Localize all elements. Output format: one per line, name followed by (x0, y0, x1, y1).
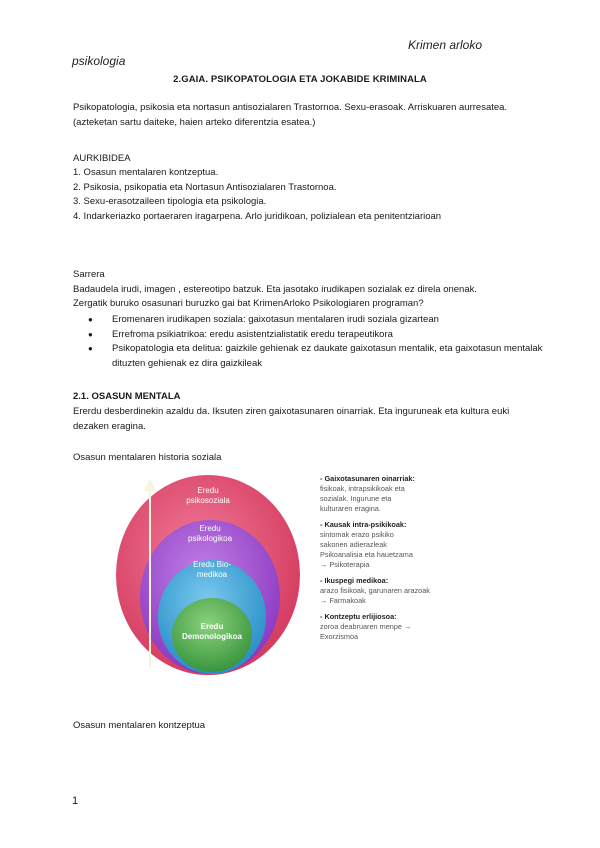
page-number: 1 (72, 795, 79, 807)
arrow-head-icon (144, 479, 156, 491)
figure-caption-2: Osasun mentalaren kontzeptua (73, 720, 206, 731)
circle-label: Eredu Bio- (193, 560, 231, 569)
circle-label: psikologikoa (187, 534, 233, 543)
circle-label: Eredu (199, 524, 221, 533)
side-note: - Gaixotasunaren oinarriak: fisikoak, intrapsikikoak eta sozialak. Ingurune eta kulturaren eragina. (320, 474, 415, 513)
bullet-list (88, 313, 543, 371)
toc-list (73, 166, 441, 224)
circle-label: medikoa (196, 570, 228, 579)
bullet-icon: ● (88, 315, 93, 324)
toc-heading: AURKIBIDEA (73, 153, 131, 164)
circle-label: Eredu (200, 622, 224, 631)
bullet-icon: ● (88, 329, 93, 339)
toc-item: 2. Psikosia, psikopatia eta Nortasun Antisozialaren Trastornoa. (73, 181, 337, 193)
bullet-icon: ● (88, 344, 93, 354)
list-item: ● Eromenaren irudikapen soziala: gaixotasun mentalaren irudi soziala gizartean (88, 313, 543, 328)
toc-item: 4. Indarkeriazko portaeraren iragarpena. Arlo juridikoan, polizialean eta penitentziarioan (73, 210, 442, 222)
figure-caption: Osasun mentalaren historia soziala (73, 452, 222, 463)
side-note: - Ikuspegi medikoa: arazo fisikoak, garunaren arazoak → Farmakoak (320, 576, 430, 605)
intro-paragraph: Psikopatologia, psikosia eta nortasun antisozialaren Trastornoa. Sexu-erasoak. Arriskuaren aurresatea. (azteketan sartu daiteke, haien arteko diferentzia esatea.) (73, 102, 508, 128)
section-heading-2-1: 2.1. OSASUN MENTALA (73, 391, 181, 402)
list-item: ● Psikopatologia eta delitua: gaizkile gehienak ez daukate gaixotasun mentalik, eta gaixotasun mentalak dituzten gehienak ez dira gaizkileak (88, 343, 543, 369)
circle-label: psikosoziala (186, 496, 230, 505)
toc-item: 3. Sexu-erasotzaileen tipologia eta psikologia. (73, 196, 267, 208)
toc-item: 1. Osasun mentalaren kontzeptua. (73, 167, 219, 178)
paragraph-line: Badaudela irudi, imagen , estereotipo batzuk. Eta jasotako irudikapen sozialak ez direla onenak. (73, 283, 478, 295)
circle-label: Eredu (197, 486, 219, 495)
paragraph-line: Zergatik buruko osasunari buruzko gai bat KrimenArloko Psikologiaren programan? (73, 298, 424, 310)
header-course-title: Krimen arloko (408, 38, 483, 52)
diagram-side-notes (320, 474, 510, 648)
section-paragraph: Ererdu desberdinekin azaldu da. Iksuten ziren gaixotasunaren oinarriak. Eta inguruneak eta kultura euki dezaken eragina. (73, 406, 510, 432)
circle-label: Demonologikoa (181, 632, 243, 641)
side-note: - Kontzeptu erlijiosoa: zoroa deabruaren menpe → Exorzismoa (320, 612, 412, 641)
list-item: ● Errefroma psikiatrikoa: eredu asistentzialistatik eredu terapeutikora (88, 328, 543, 343)
page-title: 2.GAIA. PSIKOPATOLOGIA ETA JOKABIDE KRIMINALA (173, 74, 427, 85)
intro-section (73, 268, 543, 312)
side-note: - Kausak intra-psikikoak: sintomak erazo psikiko sakonen adierazleak Psikoanalisia eta hauetzama → Psikoterapia (320, 520, 413, 569)
section-heading: Sarrera (73, 269, 105, 280)
header-course-title-cont: psikologia (72, 54, 126, 68)
